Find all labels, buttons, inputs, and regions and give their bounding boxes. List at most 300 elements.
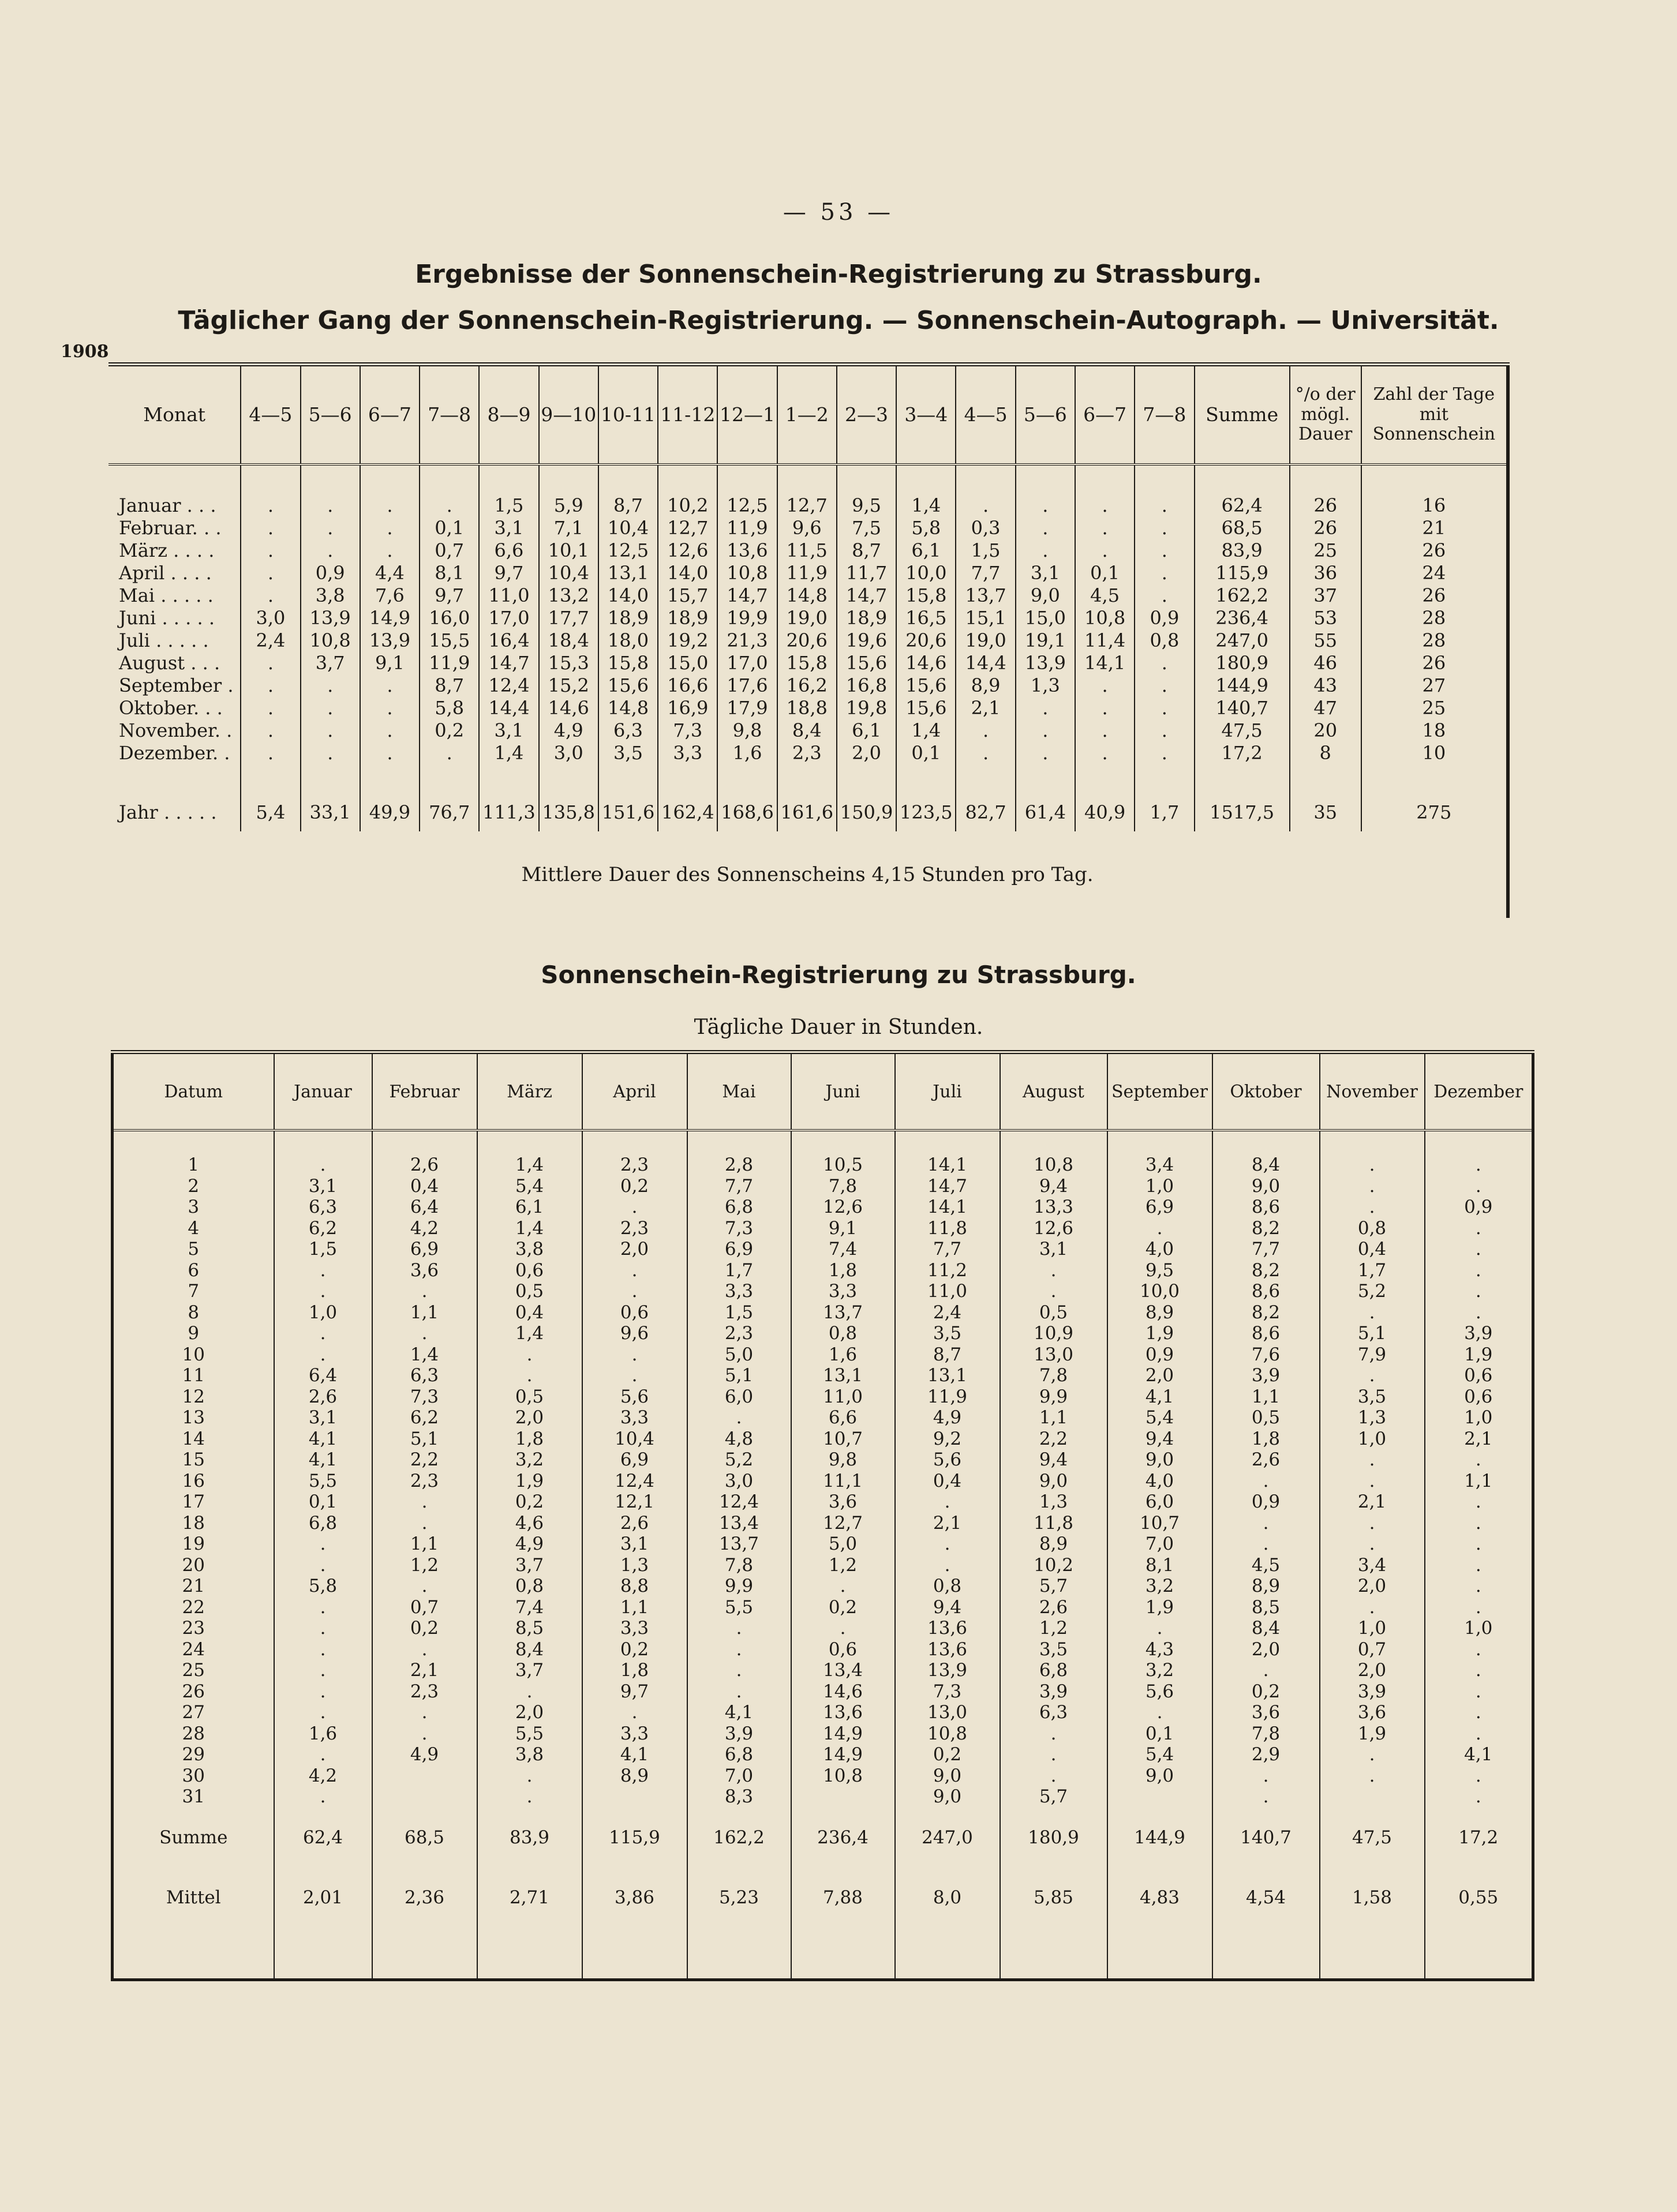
day-number: 6: [113, 1260, 274, 1281]
spacer-cell: [360, 764, 420, 793]
sum-row-cell: 247,0: [895, 1808, 1000, 1868]
year-total-value: 135,8: [539, 793, 598, 831]
hourly-value: 18,0: [598, 629, 658, 652]
daily-value: .: [687, 1618, 791, 1639]
daily-value: 9,8: [791, 1449, 895, 1471]
daily-value: 11,0: [791, 1386, 895, 1408]
daily-value: 0,2: [372, 1618, 477, 1639]
daily-row: [113, 1681, 1533, 1703]
daily-value: 1,8: [582, 1660, 687, 1681]
daily-value: 0,4: [477, 1302, 582, 1324]
daily-value: .: [1425, 1491, 1533, 1513]
month-label: November. .: [119, 719, 233, 741]
hourly-value: 26: [1361, 652, 1508, 674]
hourly-value: 11,9: [777, 562, 837, 584]
hourly-value: 180,9: [1195, 652, 1290, 674]
hourly-value: 3,5: [598, 742, 658, 764]
daily-value: 13,4: [791, 1660, 895, 1681]
daily-value: 1,3: [1320, 1407, 1425, 1429]
daily-value: 1,2: [791, 1555, 895, 1576]
hourly-value: 28: [1361, 607, 1508, 629]
hourly-value: .: [1135, 494, 1194, 517]
daily-value: 4,8: [687, 1429, 791, 1450]
month-label: Januar . . .: [119, 494, 216, 516]
hourly-value: .: [1135, 719, 1194, 742]
daily-value: 6,9: [372, 1239, 477, 1260]
hourly-value: 11,9: [717, 517, 777, 539]
hourly-value: .: [241, 494, 300, 517]
hourly-spacer-row: [108, 764, 1508, 793]
hourly-value: 4,9: [539, 719, 598, 742]
daily-header-cell: April: [582, 1052, 687, 1131]
sum-row-cell: 144,9: [1107, 1808, 1212, 1868]
daily-value: 3,9: [1425, 1323, 1533, 1344]
daily-value: 4,2: [274, 1765, 372, 1787]
hourly-header-cell: 10-11: [598, 365, 658, 465]
month-label: Juli . . . . .: [119, 629, 209, 651]
daily-value: 6,3: [274, 1197, 372, 1218]
daily-row: [113, 1239, 1533, 1260]
daily-value: 1,1: [372, 1534, 477, 1555]
hourly-value: 13,7: [956, 584, 1015, 607]
hourly-value: 26: [1361, 539, 1508, 562]
hourly-value: 13,6: [717, 539, 777, 562]
daily-value: 3,4: [1320, 1555, 1425, 1576]
spacer-cell: [539, 764, 598, 793]
hourly-value: 1,6: [717, 742, 777, 764]
hourly-value: 10,8: [301, 629, 360, 652]
hourly-value: 16,6: [658, 674, 717, 697]
year-total-row: [108, 793, 1508, 831]
daily-value: 1,1: [1000, 1407, 1107, 1429]
daily-value: 2,3: [372, 1471, 477, 1492]
day-number: 8: [113, 1302, 274, 1324]
daily-value: 3,9: [1000, 1681, 1107, 1703]
daily-value: 9,0: [895, 1765, 1000, 1787]
daily-value: 1,9: [1425, 1344, 1533, 1366]
sum-row-cell: 162,2: [687, 1808, 791, 1868]
hourly-value: 12,5: [717, 494, 777, 517]
spacer-cell: [1361, 464, 1508, 494]
year-total-value: 161,6: [777, 793, 837, 831]
daily-value: 8,4: [477, 1639, 582, 1660]
daily-value: 3,0: [687, 1471, 791, 1492]
year-total-label: Jahr . . . . .: [119, 801, 217, 823]
sum-row-cell: 115,9: [582, 1808, 687, 1868]
spacer-cell: [1425, 1928, 1533, 1980]
year-total-value: 40,9: [1075, 793, 1135, 831]
hourly-value: .: [360, 719, 420, 742]
hourly-value: 13,9: [360, 629, 420, 652]
spacer-cell: [658, 464, 717, 494]
daily-value: 10,9: [1000, 1323, 1107, 1344]
daily-header-cell: Juni: [791, 1052, 895, 1131]
spacer-cell: [687, 1928, 791, 1980]
daily-value: 5,5: [687, 1597, 791, 1618]
year-total-value: 49,9: [360, 793, 420, 831]
hourly-value: 43: [1290, 674, 1361, 697]
daily-value: .: [895, 1491, 1000, 1513]
hourly-value: .: [1135, 652, 1194, 674]
daily-value: 13,6: [895, 1639, 1000, 1660]
hourly-value: 3,7: [301, 652, 360, 674]
daily-value: 1,4: [477, 1323, 582, 1344]
sum-row-cell: 62,4: [274, 1808, 372, 1868]
hourly-value: .: [1135, 697, 1194, 719]
mean-row-cell: Mittel: [113, 1868, 274, 1928]
spacer-cell: [777, 464, 837, 494]
hourly-value: 3,8: [301, 584, 360, 607]
daily-value: 3,3: [687, 1281, 791, 1302]
hourly-header-cell: 9—10: [539, 365, 598, 465]
year-total-value: 5,4: [241, 793, 300, 831]
daily-row: [113, 1154, 1533, 1176]
spacer-cell: [1290, 464, 1361, 494]
hourly-value: 8,7: [598, 494, 658, 517]
daily-value: 4,1: [582, 1744, 687, 1765]
hourly-value: 15,2: [539, 674, 598, 697]
hourly-value: 13,1: [598, 562, 658, 584]
daily-value: 14,9: [791, 1723, 895, 1745]
daily-value: 5,8: [274, 1576, 372, 1597]
hourly-value: 14,8: [598, 697, 658, 719]
hourly-value: 10: [1361, 742, 1508, 764]
daily-value: 6,9: [1107, 1197, 1212, 1218]
hourly-value: 12,4: [479, 674, 538, 697]
daily-value: 2,3: [582, 1154, 687, 1176]
daily-row: [113, 1386, 1533, 1408]
daily-value: 5,0: [791, 1534, 895, 1555]
hourly-value: 9,0: [1016, 584, 1075, 607]
hourly-value: 1,4: [896, 494, 956, 517]
daily-value: 2,1: [372, 1660, 477, 1681]
daily-value: 5,6: [895, 1449, 1000, 1471]
month-label: Oktober. . .: [119, 697, 223, 719]
hourly-value: .: [1135, 517, 1194, 539]
hourly-row: [108, 629, 1508, 652]
hourly-value: 19,2: [658, 629, 717, 652]
day-number: 17: [113, 1491, 274, 1513]
hourly-value: .: [1016, 539, 1075, 562]
daily-value: .: [1320, 1534, 1425, 1555]
daily-row: [113, 1744, 1533, 1765]
hourly-value: 13,9: [301, 607, 360, 629]
hourly-value: .: [360, 674, 420, 697]
daily-value: 3,3: [582, 1723, 687, 1745]
day-number: 20: [113, 1555, 274, 1576]
daily-value: [372, 1786, 477, 1808]
spacer-cell: [1107, 1130, 1212, 1154]
daily-value: .: [1320, 1744, 1425, 1765]
daily-value: 2,0: [1320, 1660, 1425, 1681]
daily-value: .: [274, 1597, 372, 1618]
spacer-cell: [241, 464, 300, 494]
daily-header-cell: Januar: [274, 1052, 372, 1131]
daily-value: 2,0: [582, 1239, 687, 1260]
daily-value: 8,2: [1212, 1260, 1320, 1281]
month-label: August . . .: [119, 652, 220, 674]
daily-value: .: [477, 1765, 582, 1787]
spacer-cell: [717, 764, 777, 793]
daily-value: .: [1320, 1597, 1425, 1618]
daily-value: .: [895, 1534, 1000, 1555]
daily-value: 6,3: [372, 1365, 477, 1386]
daily-value: .: [1425, 1302, 1533, 1324]
daily-value: 0,9: [1107, 1344, 1212, 1366]
daily-row: [113, 1323, 1533, 1344]
daily-value: 4,3: [1107, 1639, 1212, 1660]
daily-value: 9,4: [895, 1597, 1000, 1618]
hourly-value: .: [241, 517, 300, 539]
daily-value: 2,0: [477, 1407, 582, 1429]
hourly-value: 10,8: [717, 562, 777, 584]
daily-value: [1107, 1786, 1212, 1808]
hourly-header-cell: °/o der mögl. Dauer: [1290, 365, 1361, 465]
hourly-value: 20,6: [896, 629, 956, 652]
daily-value: .: [582, 1197, 687, 1218]
spacer-cell: [479, 764, 538, 793]
hourly-value: 5,8: [896, 517, 956, 539]
hourly-value: 17,7: [539, 607, 598, 629]
day-number: 31: [113, 1786, 274, 1808]
spacer-cell: [1075, 464, 1135, 494]
hourly-value: 1,3: [1016, 674, 1075, 697]
month-label: Februar. . .: [119, 517, 222, 539]
mean-row-cell: 0,55: [1425, 1868, 1533, 1928]
spacer-cell: [274, 1130, 372, 1154]
daily-value: 8,9: [1000, 1534, 1107, 1555]
hourly-value: .: [1075, 494, 1135, 517]
daily-value: 1,6: [274, 1723, 372, 1745]
daily-value: 9,2: [895, 1429, 1000, 1450]
daily-value: 2,8: [687, 1154, 791, 1176]
hourly-value: .: [301, 494, 360, 517]
daily-value: 3,5: [1320, 1386, 1425, 1408]
hourly-value: 11,7: [837, 562, 896, 584]
year-total-value: 168,6: [717, 793, 777, 831]
hourly-value: .: [1075, 742, 1135, 764]
daily-sunshine-table: [111, 1050, 1534, 1981]
daily-value: 2,4: [895, 1302, 1000, 1324]
daily-value: 0,5: [1212, 1407, 1320, 1429]
daily-value: 6,3: [1000, 1702, 1107, 1723]
daily-value: 8,6: [1212, 1197, 1320, 1218]
hourly-value: 14,7: [479, 652, 538, 674]
hourly-value: .: [1016, 494, 1075, 517]
spacer-cell: [1212, 1130, 1320, 1154]
hourly-value: 19,8: [837, 697, 896, 719]
hourly-value: .: [1016, 742, 1075, 764]
daily-value: 0,7: [372, 1597, 477, 1618]
mean-row-cell: 2,71: [477, 1868, 582, 1928]
daily-value: 7,4: [791, 1239, 895, 1260]
daily-value: .: [1425, 1576, 1533, 1597]
daily-value: 2,0: [1107, 1365, 1212, 1386]
daily-value: 1,0: [1320, 1618, 1425, 1639]
daily-row: [113, 1723, 1533, 1745]
daily-value: 0,9: [1425, 1197, 1533, 1218]
daily-value: 5,1: [1320, 1323, 1425, 1344]
hourly-header-cell: 2—3: [837, 365, 896, 465]
daily-value: 9,6: [582, 1323, 687, 1344]
daily-row: [113, 1576, 1533, 1597]
daily-value: 4,1: [1107, 1386, 1212, 1408]
hourly-value: 27: [1361, 674, 1508, 697]
hourly-value: .: [241, 562, 300, 584]
hourly-header-cell: 3—4: [896, 365, 956, 465]
daily-value: 2,3: [687, 1323, 791, 1344]
daily-value: 11,8: [895, 1218, 1000, 1239]
daily-value: 10,8: [791, 1765, 895, 1787]
sum-row-cell: 17,2: [1425, 1808, 1533, 1868]
daily-value: 6,1: [477, 1197, 582, 1218]
daily-value: .: [1425, 1513, 1533, 1534]
hourly-spacer-row: [108, 464, 1508, 494]
daily-value: 4,5: [1212, 1555, 1320, 1576]
daily-value: .: [1000, 1723, 1107, 1745]
hourly-value: 15,0: [1016, 607, 1075, 629]
hourly-value: 16: [1361, 494, 1508, 517]
daily-value: 10,0: [1107, 1281, 1212, 1302]
year-total-value: 61,4: [1016, 793, 1075, 831]
hourly-value: 1,5: [479, 494, 538, 517]
daily-value: 4,2: [372, 1218, 477, 1239]
daily-row: [113, 1302, 1533, 1324]
hourly-value: 15,6: [896, 674, 956, 697]
hourly-value: .: [956, 494, 1015, 517]
hourly-value: 14,4: [956, 652, 1015, 674]
hourly-value: .: [360, 539, 420, 562]
daily-value: .: [274, 1744, 372, 1765]
spacer-cell: [1361, 764, 1508, 793]
hourly-value: 18,8: [777, 697, 837, 719]
daily-value: 8,1: [1107, 1555, 1212, 1576]
daily-value: 3,3: [791, 1281, 895, 1302]
daily-value: .: [477, 1344, 582, 1366]
spacer-cell: [837, 764, 896, 793]
spacer-cell: [582, 1928, 687, 1980]
month-label: April . . . .: [119, 562, 212, 584]
daily-value: .: [1212, 1513, 1320, 1534]
spacer-cell: [274, 1928, 372, 1980]
spacer-cell: [1107, 1928, 1212, 1980]
hourly-value: 8,7: [420, 674, 479, 697]
hourly-value: 17,9: [717, 697, 777, 719]
hourly-value: .: [241, 539, 300, 562]
daily-value: .: [274, 1660, 372, 1681]
hourly-header-cell: 11-12: [658, 365, 717, 465]
hourly-value: 0,3: [956, 517, 1015, 539]
month-label: Dezember. .: [119, 742, 230, 764]
hourly-value: 2,3: [777, 742, 837, 764]
daily-value: 10,8: [895, 1723, 1000, 1745]
daily-value: 8,9: [582, 1765, 687, 1787]
daily-value: 2,1: [1425, 1429, 1533, 1450]
daily-value: .: [274, 1681, 372, 1703]
hourly-value: 20,6: [777, 629, 837, 652]
daily-value: 3,6: [1320, 1702, 1425, 1723]
daily-header-cell: Dezember: [1425, 1052, 1533, 1131]
daily-value: .: [582, 1281, 687, 1302]
hourly-value: 16,5: [896, 607, 956, 629]
daily-value: 9,0: [895, 1786, 1000, 1808]
daily-value: 3,7: [477, 1660, 582, 1681]
daily-value: 4,9: [372, 1744, 477, 1765]
day-number: 30: [113, 1765, 274, 1787]
hourly-value: .: [360, 494, 420, 517]
mean-row: [113, 1868, 1533, 1928]
daily-value: 2,9: [1212, 1744, 1320, 1765]
mean-row-cell: 4,83: [1107, 1868, 1212, 1928]
spacer-cell: [791, 1928, 895, 1980]
hourly-value: 53: [1290, 607, 1361, 629]
hourly-value: 7,7: [956, 562, 1015, 584]
daily-value: 1,1: [1212, 1386, 1320, 1408]
hourly-header-cell: 8—9: [479, 365, 538, 465]
daily-value: 4,9: [895, 1407, 1000, 1429]
daily-value: 7,9: [1320, 1344, 1425, 1366]
hourly-value: 37: [1290, 584, 1361, 607]
daily-row: [113, 1555, 1533, 1576]
daily-row: [113, 1471, 1533, 1492]
daily-value: 2,0: [1212, 1639, 1320, 1660]
daily-value: .: [1425, 1702, 1533, 1723]
daily-value: .: [582, 1365, 687, 1386]
hourly-value: 247,0: [1195, 629, 1290, 652]
daily-value: 14,7: [895, 1176, 1000, 1197]
daily-value: 13,4: [687, 1513, 791, 1534]
daily-value: .: [274, 1281, 372, 1302]
hourly-value: 11,5: [777, 539, 837, 562]
hourly-value: 1,4: [896, 719, 956, 742]
spacer-cell: [477, 1928, 582, 1980]
daily-value: 0,8: [1320, 1218, 1425, 1239]
daily-value: .: [1212, 1786, 1320, 1808]
daily-value: 0,2: [582, 1639, 687, 1660]
daily-value: 1,5: [274, 1239, 372, 1260]
daily-value: 0,1: [274, 1491, 372, 1513]
spacer-cell: [582, 1130, 687, 1154]
daily-value: 10,4: [582, 1429, 687, 1450]
daily-row: [113, 1618, 1533, 1639]
hourly-table-header: [108, 365, 1508, 465]
hourly-header-cell: 7—8: [420, 365, 479, 465]
daily-value: .: [372, 1491, 477, 1513]
hourly-value: 25: [1361, 697, 1508, 719]
spacer-cell: [301, 464, 360, 494]
daily-value: .: [1425, 1597, 1533, 1618]
hourly-value: 15,8: [777, 652, 837, 674]
daily-value: 9,4: [1107, 1429, 1212, 1450]
daily-value: 14,1: [895, 1197, 1000, 1218]
daily-value: 5,6: [1107, 1681, 1212, 1703]
hourly-value: 2,0: [837, 742, 896, 764]
daily-value: 13,1: [895, 1365, 1000, 1386]
year-total-value: 123,5: [896, 793, 956, 831]
daily-value: 1,8: [791, 1260, 895, 1281]
daily-value: 4,6: [477, 1513, 582, 1534]
daily-value: .: [1320, 1197, 1425, 1218]
daily-value: .: [274, 1534, 372, 1555]
daily-header-cell: Juli: [895, 1052, 1000, 1131]
hourly-value: .: [241, 652, 300, 674]
hourly-value: 14,9: [360, 607, 420, 629]
daily-value: .: [274, 1639, 372, 1660]
daily-value: .: [1107, 1218, 1212, 1239]
hourly-value: 14,7: [837, 584, 896, 607]
spacer-cell: [1016, 764, 1075, 793]
daily-value: 5,2: [1320, 1281, 1425, 1302]
